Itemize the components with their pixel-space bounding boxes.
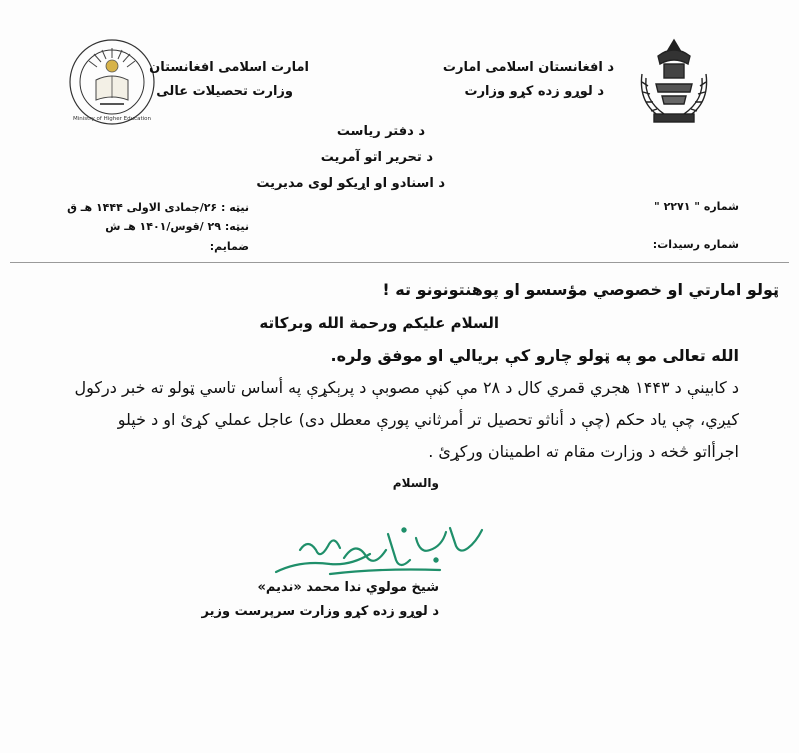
signatory-title: د لوړو زده کړو وزارت سرپرست وزیر — [201, 604, 439, 619]
signatory-name: شیخ مولوي ندا محمد «ندیم» — [257, 580, 439, 595]
recipient-line: ټولو امارتي او خصوصي مؤسسو او پوهنتونونو ته ! — [382, 280, 779, 299]
office-line-1: د دفتر ریاست — [336, 124, 425, 139]
paragraph-line-3: اجرأاتو څخه د وزارت مقام ته اطمینان ورکړئ . — [428, 442, 739, 461]
emirate-emblem — [628, 34, 720, 126]
paragraph-line-1: د کابینې د ۱۴۴۳ هجري قمري کال د ۲۸ مې کڼې مصوبې د پرېکړې په أساس تاسي ټولو ته خبر درکول — [74, 378, 739, 397]
header-left-line-2: وزارت تحصیلات عالی — [156, 84, 293, 99]
letter-number: شماره " ۲۲۷۱ " — [654, 200, 739, 213]
header-divider — [10, 262, 789, 263]
closing-line: والسلام — [392, 476, 439, 490]
attachments-label: ضمایم: — [209, 240, 249, 253]
paragraph-line-2: کیږي، چې یاد حکم (چې د أناثو تحصیل تر أمرثاني پورې معطل دی) عاجل عملي کړئ او د خپلو — [117, 410, 739, 429]
office-line-2: د تحریر اتو آمریت — [320, 150, 433, 165]
received-number: شماره رسیدات: — [652, 238, 739, 251]
ministry-of-higher-education-logo — [66, 36, 158, 128]
date-hijri-qamari: نیټه : ۲۶/جمادی الاولی ۱۴۴۴ هـ ق — [67, 201, 249, 214]
logo-ring-text: Ministry of Higher Education — [72, 116, 152, 122]
header-right-line-1: د افغانستان اسلامی امارت — [442, 60, 614, 75]
header-right-line-2: د لوړو زده کړو وزارت — [464, 84, 604, 99]
office-line-3: د اسنادو او اړیکو لوی مدیریت — [256, 176, 445, 191]
wish-line: الله تعالی مو په ټولو چارو کې بریالي او موفق ولره. — [330, 346, 739, 365]
greeting-line: السلام علیکم ورحمة الله وبرکاته — [259, 314, 499, 332]
header-left-line-1: امارت اسلامی افغانستان — [149, 60, 309, 75]
date-hijri-shamsi: نیټه: ۲۹ /قوس/۱۴۰۱ هـ ش — [105, 220, 249, 233]
